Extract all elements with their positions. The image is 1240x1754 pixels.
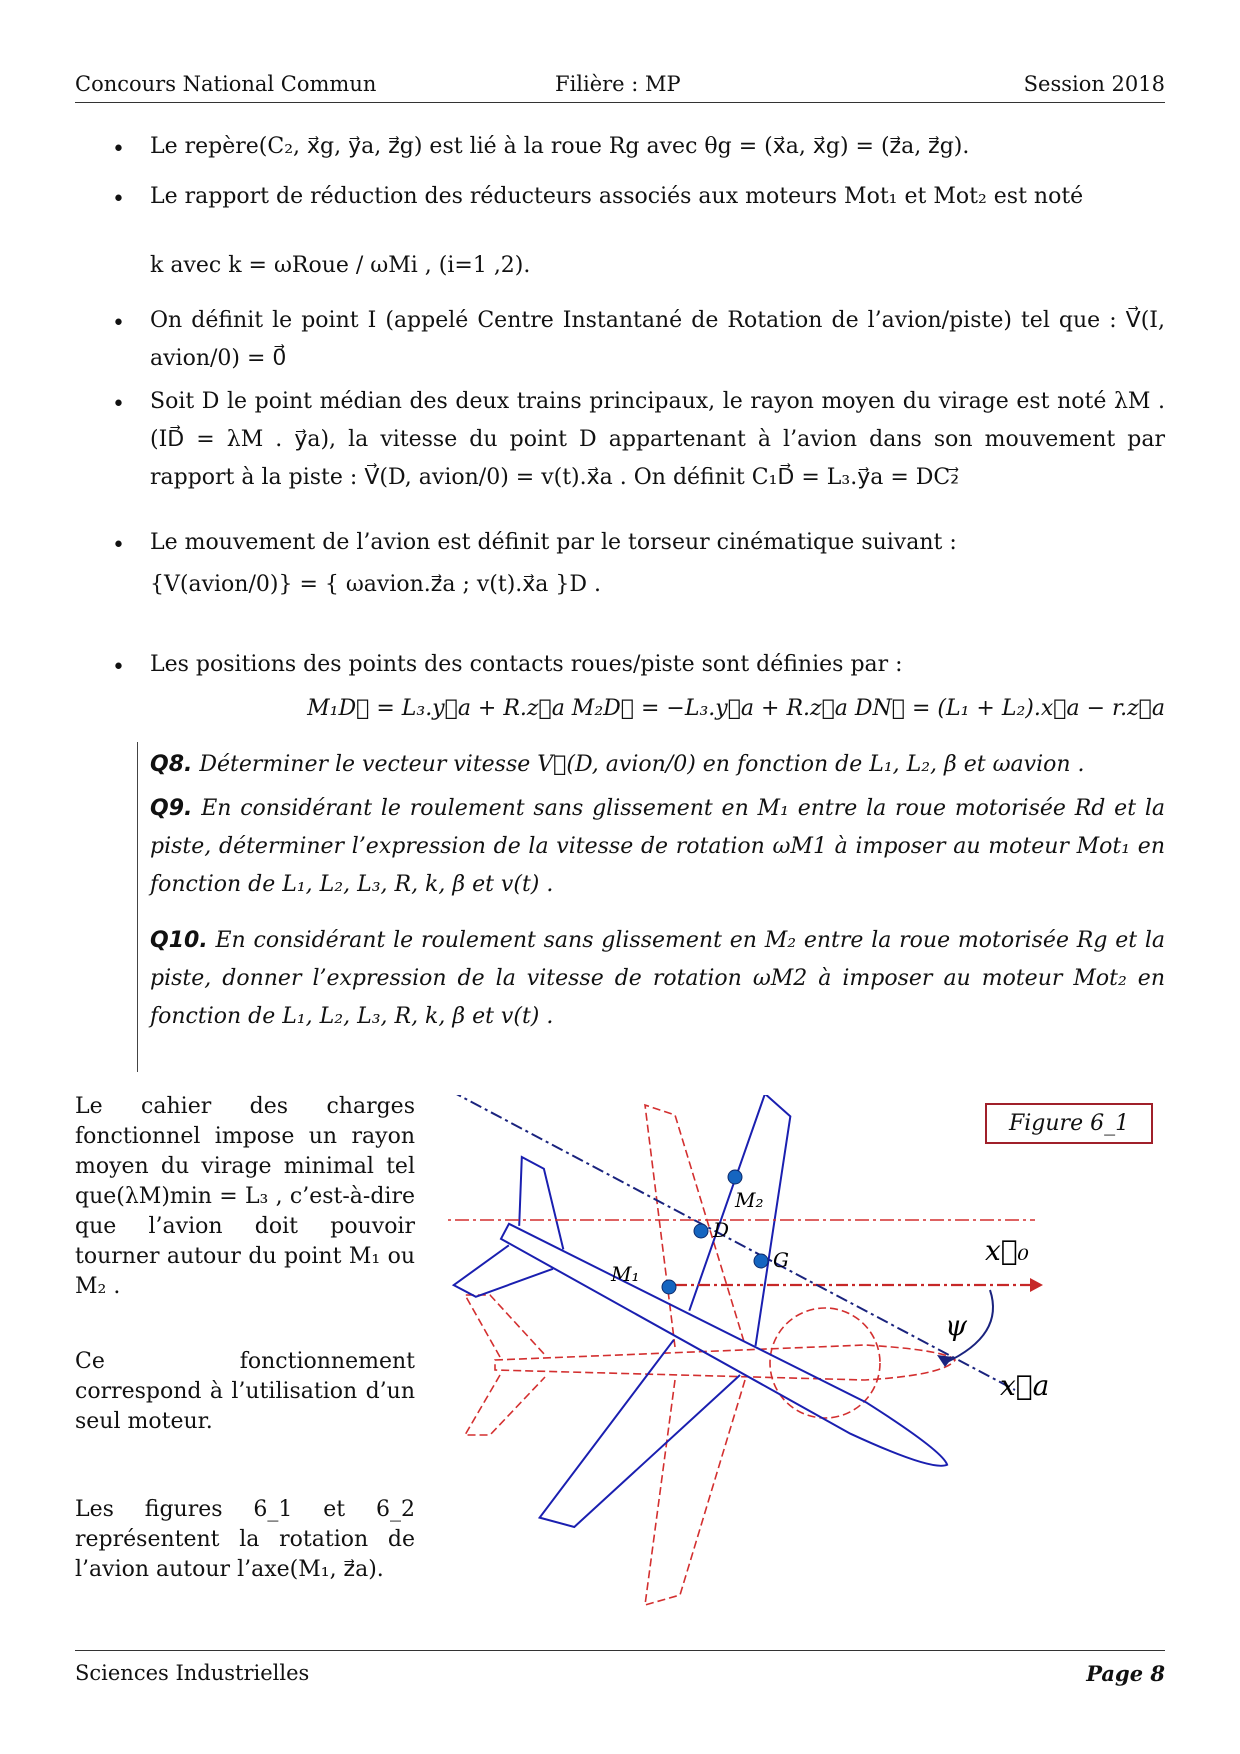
bullet-torseur: Le mouvement de l’avion est définit par le torseur cinématique suivant : [150,530,957,555]
question-q8 [150,746,1165,784]
question-bar [137,742,138,1072]
bullet-contacts: Les positions des points des contacts roues/piste sont définies par : [150,652,903,677]
bullet-cir: On définit le point I (appelé Centre Instantané de Rotation de l’avion/piste) tel que : V⃗(I, avion/0) = 0⃗ [150,308,1165,371]
point-m2 [728,1170,742,1184]
label-m1: M₁ [611,1262,640,1286]
torseur-formula: {V(avion/0)} = { ωavion.z⃗a ; v(t).x⃗a }D . [150,572,602,597]
q8-label: Q8. [150,752,193,777]
bullet-dot: • [112,392,125,417]
label-xa: x⃗a [1000,1369,1050,1402]
xa-axis [445,1095,1015,1390]
header-center: Filière : MP [555,72,681,96]
figure-airplane-rotation [445,1095,1165,1615]
page-number: Page 8 [1086,1661,1165,1686]
point-g [754,1254,768,1268]
q8-text: Déterminer le vecteur vitesse V⃗(D, avion/0) en fonction de L₁, L₂, β et ωavion . [192,752,1085,777]
q9-text: En considérant le roulement sans glissement en M₁ entre la roue motorisée Rd et la piste, déterminer l’expression de la vitesse de rotation ωM1 à imposer au moteur Mot₁ en fonction de L₁, L₂, L₃, R, k, β et v(t) . [150,796,1165,897]
bullet-dot: • [112,187,125,212]
side-paragraph-3: Les figures 6_1 et 6_2 représentent la rotation de l’avion autour l’axe(M₁, z⃗a). [75,1497,415,1582]
label-d: D [713,1218,730,1242]
bullet-reduction: Le rapport de réduction des réducteurs associés aux moteurs Mot₁ et Mot₂ est noté [150,184,1084,209]
side-paragraph-2: Ce fonctionnement correspond à l’utilisation d’un seul moteur. [75,1349,415,1434]
point-m1 [662,1280,676,1294]
label-g: G [773,1248,789,1272]
q10-text: En considérant le roulement sans glissement en M₂ entre la roue motorisée Rg et la piste, donner l’expression de la vitesse de rotation ωM2 à imposer au moteur Mot₂ en fonction de L₁, L₂, L₃, R, k, β et v(t) . [150,928,1165,1029]
bullet-reduction-formula: k avec k = ωRoue / ωMi , (i=1 ,2). [150,253,531,278]
x0-arrow [1030,1278,1043,1292]
point-d [694,1224,708,1238]
bullet-dot: • [112,655,125,680]
contacts-formula: M₁D⃗ = L₃.y⃗a + R.z⃗a M₂D⃗ = −L₃.y⃗a + R.z⃗a DN⃗ = (L₁ + L₂).x⃗a − r.z⃗a [307,696,1165,721]
label-m2: M₂ [735,1188,764,1212]
q10-label: Q10. [150,928,208,953]
blue-airplane [445,1095,1061,1615]
page-header [75,72,1165,103]
bullet-dot: • [112,311,125,336]
bullet-dot: • [112,533,125,558]
q9-label: Q9. [150,796,193,821]
header-right: Session 2018 [1023,72,1165,96]
question-q10 [150,922,1165,1036]
bullet-frame: Le repère(C₂, x⃗g, y⃗a, z⃗g) est lié à la roue Rg avec θg = (x⃗a, x⃗g) = (z⃗a, z⃗g). [150,134,970,159]
footer-left: Sciences Industrielles [75,1661,310,1685]
bullet-point-d: Soit D le point médian des deux trains principaux, le rayon moyen du virage est noté λM . (ID⃗ = λM . y⃗a), la vitesse du point D appartenant à l’avion dans son mouvement par rapport à la piste : V⃗(D, avion/0) = v(t).x⃗a . On définit C₁D⃗ = L₃.y⃗a = DC₂⃗ [150,389,1165,490]
bullet-dot: • [112,137,125,162]
label-x0: x⃗₀ [985,1234,1029,1267]
figure-label: Figure 6_1 [985,1103,1153,1144]
page-footer [75,1650,1165,1685]
header-left: Concours National Commun [75,72,377,96]
side-paragraph-1: Le cahier des charges fonctionnel impose un rayon moyen du virage minimal tel que(λM)min = L₃ , c’est-à-dire que l’avion doit pouvoir tourner autour du point M₁ ou M₂ . [75,1094,415,1299]
question-q9 [150,790,1165,904]
label-psi: ψ [945,1309,967,1342]
